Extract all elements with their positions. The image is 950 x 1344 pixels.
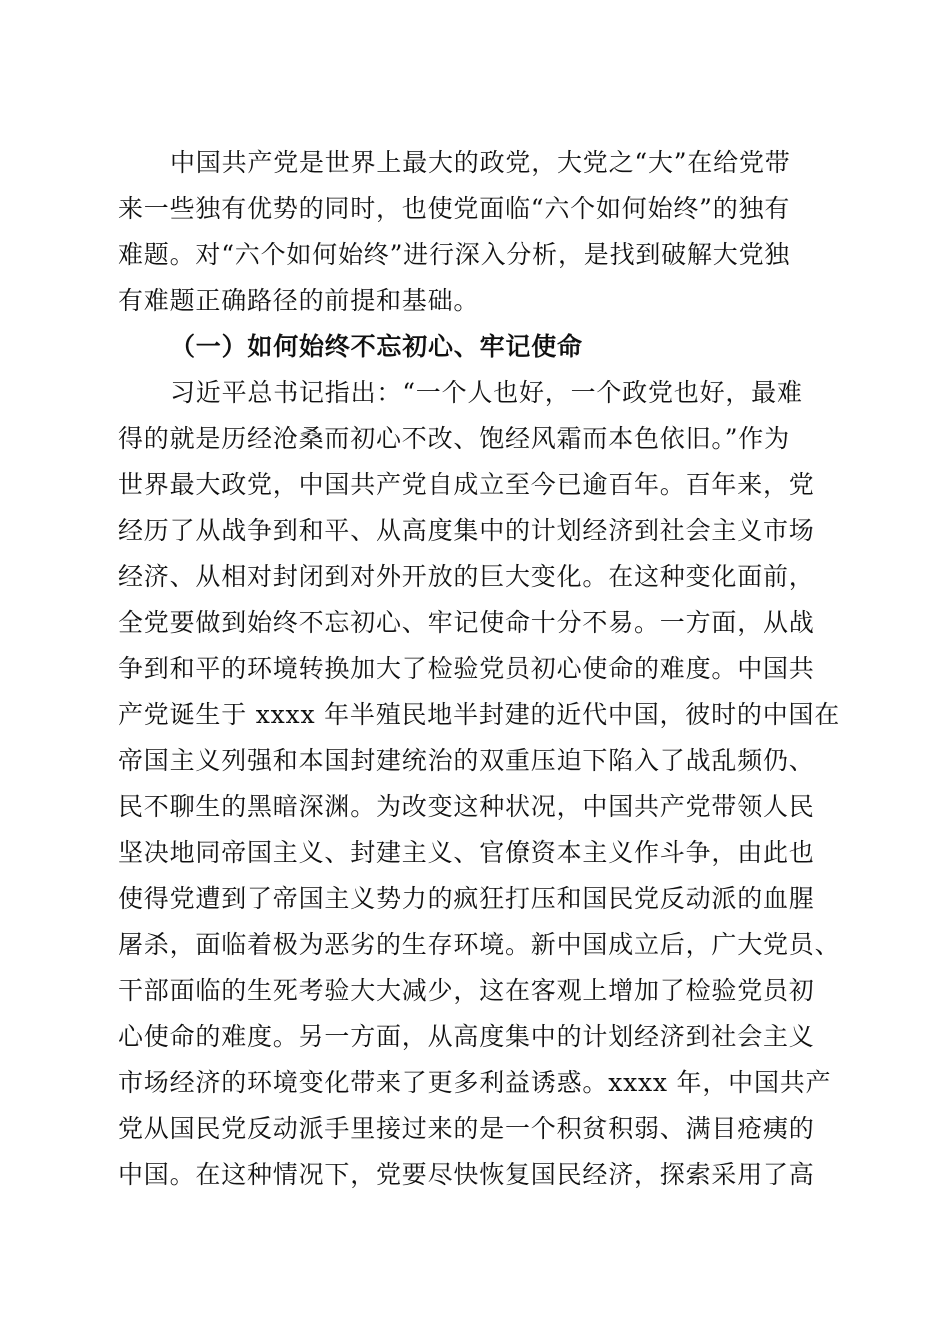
- paragraph-2-line-18: 中国。在这种情况下，党要尽快恢复国民经济，探索采用了高: [118, 1160, 815, 1189]
- paragraph-1-line-1: 中国共产党是世界上最大的政党，大党之“大”在给党带: [170, 148, 791, 177]
- paragraph-2-line-15: 心使命的难度。另一方面，从高度集中的计划经济到社会主义: [118, 1022, 815, 1051]
- body-text: [118, 140, 841, 1198]
- paragraph-2-line-1: 习近平总书记指出：“一个人也好，一个政党也好，最难: [170, 378, 803, 407]
- paragraph-1-line-4: 有难题正确路径的前提和基础。: [118, 286, 480, 315]
- paragraph-2-line-17: 党从国民党反动派手里接过来的是一个积贫积弱、满目疮痍的: [118, 1114, 815, 1143]
- section-heading: （一）如何始终不忘初心、牢记使命: [170, 332, 583, 361]
- paragraph-2-line-5: 经济、从相对封闭到对外开放的巨大变化。在这种变化面前，: [118, 562, 815, 591]
- paragraph-2-line-8: 产党诞生于 xxxx 年半殖民地半封建的近代中国，彼时的中国在: [118, 700, 841, 729]
- paragraph-1-line-3: 难题。对“六个如何始终”进行深入分析，是找到破解大党独: [118, 240, 791, 269]
- paragraph-2-line-7: 争到和平的环境转换加大了检验党员初心使命的难度。中国共: [118, 654, 815, 683]
- paragraph-2-line-14: 干部面临的生死考验大大减少，这在客观上增加了检验党员初: [118, 976, 815, 1005]
- paragraph-2-line-10: 民不聊生的黑暗深渊。为改变这种状况，中国共产党带领人民: [118, 792, 815, 821]
- paragraph-2-line-16: 市场经济的环境变化带来了更多利益诱惑。xxxx 年，中国共产: [118, 1068, 832, 1097]
- paragraph-2-line-6: 全党要做到始终不忘初心、牢记使命十分不易。一方面，从战: [118, 608, 815, 637]
- paragraph-2-line-4: 经历了从战争到和平、从高度集中的计划经济到社会主义市场: [118, 516, 815, 545]
- paragraph-2-line-13: 屠杀，面临着极为恶劣的生存环境。新中国成立后，广大党员、: [118, 930, 841, 959]
- paragraph-2-line-11: 坚决地同帝国主义、封建主义、官僚资本主义作斗争，由此也: [118, 838, 815, 867]
- paragraph-2-line-3: 世界最大政党，中国共产党自成立至今已逾百年。百年来，党: [118, 470, 815, 499]
- paragraph-2-line-2: 得的就是历经沧桑而初心不改、饱经风霜而本色依旧。”作为: [118, 424, 790, 453]
- paragraph-1-line-2: 来一些独有优势的同时，也使党面临“六个如何始终”的独有: [118, 194, 791, 223]
- paragraph-2-line-12: 使得党遭到了帝国主义势力的疯狂打压和国民党反动派的血腥: [118, 884, 815, 913]
- paragraph-2-line-9: 帝国主义列强和本国封建统治的双重压迫下陷入了战乱频仍、: [118, 746, 815, 775]
